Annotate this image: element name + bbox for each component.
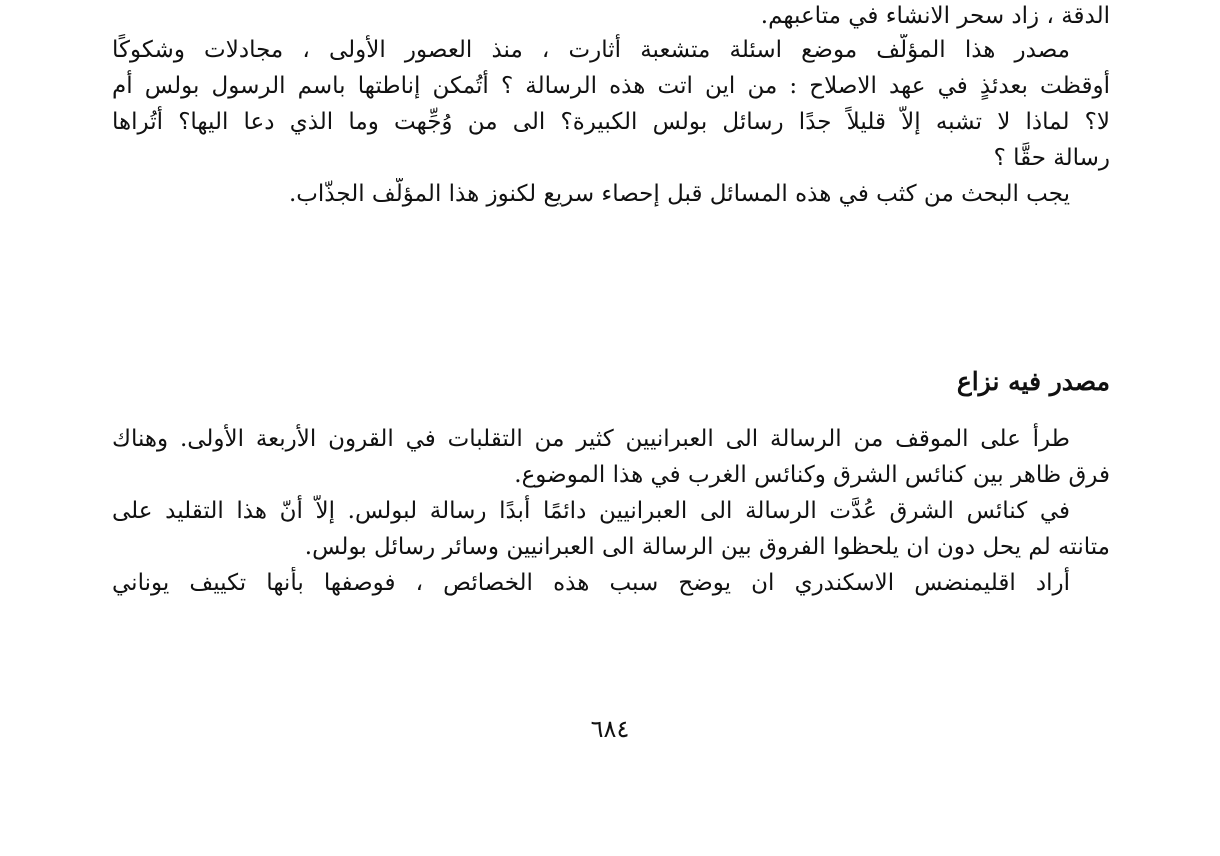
paragraph-line: لا؟ لماذا لا تشبه إلاّ قليلاً جدًا رسائل بولس الكبيرة؟ الى من وُجِّهت وما الذي دعا اليها؟ أتُراها (112, 109, 1110, 135)
paragraph-line: فرق ظاهر بين كنائس الشرق وكنائس الغرب في هذا الموضوع. (514, 462, 1110, 488)
paragraph-line: أُوقظت بعدئذٍ في عهد الاصلاح : من اين اتت هذه الرسالة ؟ أتُمكن إناطتها باسم الرسول بولس أم (112, 73, 1110, 99)
section-heading: مصدر فيه نزاع (956, 367, 1110, 396)
paragraph-line: رسالة حقًّا ؟ (993, 145, 1110, 171)
paragraph-line: يجب البحث من كثب في هذه المسائل قبل إحصاء سريع لكنوز هذا المؤلّف الجذّاب. (288, 181, 1070, 207)
paragraph-line: طرأ على الموقف من الرسالة الى العبرانيين كثير من التقلبات في القرون الأربعة الأولى. وهناك (112, 426, 1070, 452)
page-number: ٦٨٤ (590, 715, 630, 743)
paragraph-line: مصدر هذا المؤلّف موضع اسئلة متشعبة أثارت ، منذ العصور الأولى ، مجادلات وشكوكًا (112, 37, 1070, 63)
paragraph-line: متانته لم يحل دون ان يلحظوا الفروق بين الرسالة الى العبرانيين وسائر رسائل بولس. (304, 534, 1110, 560)
paragraph-line: في كنائس الشرق عُدَّت الرسالة الى العبرانيين دائمًا أبدًا رسالة لبولس. إلاّ أنّ هذا التقليد على (112, 498, 1070, 524)
paragraph-line: أراد اقليمنضس الاسكندري ان يوضح سبب هذه الخصائص ، فوصفها بأنها تكييف يوناني (112, 570, 1070, 596)
paragraph-line-continuation: الدقة ، زاد سحر الانشاء في متاعبهم. (760, 3, 1110, 29)
